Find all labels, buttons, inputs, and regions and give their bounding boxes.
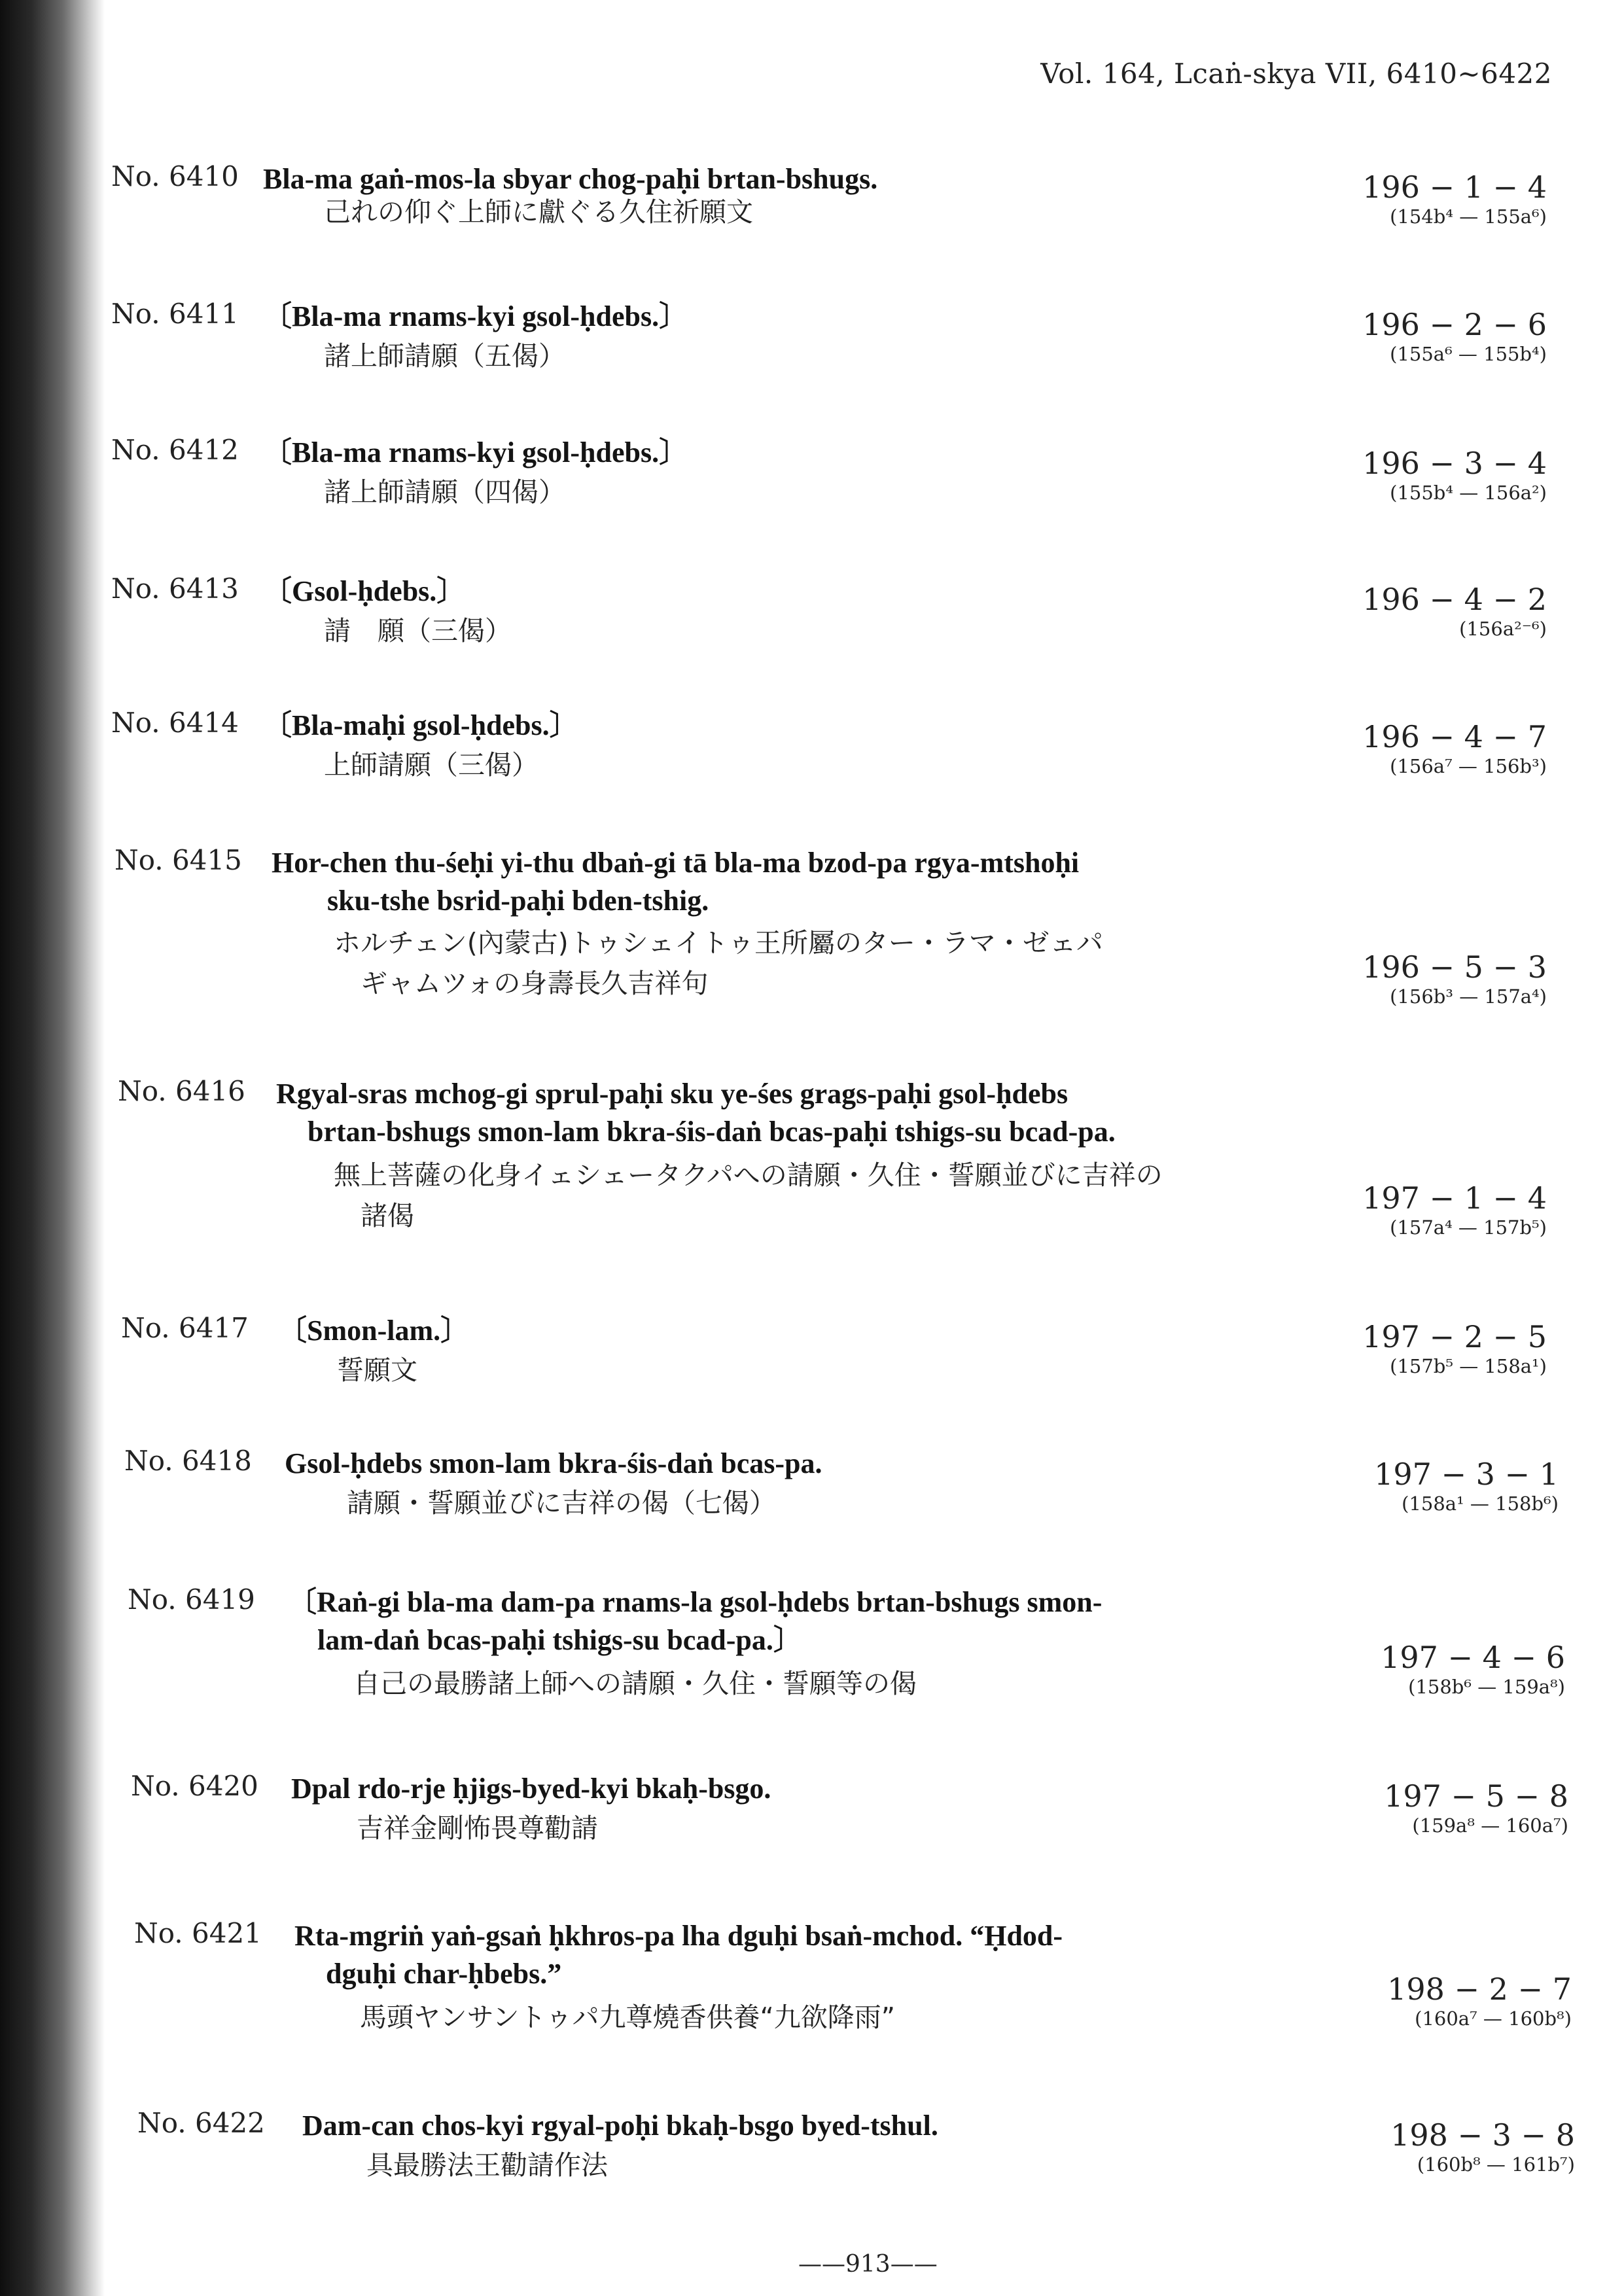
page-number: ——913—— <box>798 2251 938 2278</box>
japanese-line: 具最勝法王勸請作法 <box>366 2149 608 2181</box>
japanese-line: 諸偈 <box>334 1200 414 1231</box>
title-line: 〔Smon-lam.〕 <box>278 1315 470 1347</box>
volume-reference <box>1384 1778 1568 1837</box>
entry-title <box>302 2107 938 2145</box>
folio-range: (156a⁷ — 156b³) <box>1390 755 1547 777</box>
entry-number: No. 6417 <box>121 1312 249 1344</box>
japanese-line: 馬頭ヤンサントゥパ九尊燒香供養“九欲降雨” <box>360 2002 895 2033</box>
entry-japanese <box>324 472 565 512</box>
entry-title <box>263 573 465 610</box>
volume-reference <box>1362 306 1547 365</box>
japanese-line: 吉祥金剛怖畏尊勸請 <box>357 1812 598 1844</box>
book-spine-shadow <box>0 0 105 2296</box>
volume-reference <box>1362 718 1547 777</box>
title-line: Dam-can chos-kyi rgyal-poḥi bkaḥ-bsgo byed-tshul. <box>302 2110 938 2142</box>
volume-reference <box>1390 2117 1575 2176</box>
entry-japanese <box>324 192 753 232</box>
folio-range: (157b⁵ — 158a¹) <box>1390 1355 1547 1377</box>
folio-range: (157a⁴ — 157b⁵) <box>1390 1216 1547 1239</box>
entry-number: No. 6420 <box>131 1770 258 1802</box>
volume-reference <box>1362 445 1547 504</box>
entry-title <box>278 1312 469 1350</box>
folio-range: (159a⁸ — 160a⁷) <box>1412 1814 1568 1837</box>
entry-number: No. 6416 <box>118 1075 245 1107</box>
japanese-line: 無上菩薩の化身イェシェータクパへの請願・久住・誓願並びに吉祥の <box>334 1159 1163 1191</box>
japanese-line: 上師請願（三偈） <box>324 749 538 781</box>
volume-number: 196 − 1 − 4 <box>1362 169 1547 205</box>
title-line: dguḥi char-ḥbebs.” <box>326 1958 562 1990</box>
title-line: 〔Gsol-ḥdebs.〕 <box>263 575 466 607</box>
entry-title <box>294 1917 1063 1993</box>
page-header: Vol. 164, Lcaṅ-skya VII, 6410∼6422 <box>1040 58 1552 90</box>
volume-reference <box>1387 1971 1572 2030</box>
title-line: 〔Bla-ma rnams-kyi gsol-ḥdebs.〕 <box>263 300 688 332</box>
folio-range: (155a⁶ — 155b⁴) <box>1390 343 1547 365</box>
volume-number: 197 − 4 − 6 <box>1381 1640 1565 1675</box>
entry-number: No. 6410 <box>111 160 239 192</box>
volume-number: 196 − 5 − 3 <box>1362 949 1547 985</box>
title-line: Dpal rdo-rje ḥjigs-byed-kyi bkaḥ-bsgo. <box>291 1773 771 1805</box>
entry-japanese <box>337 1350 417 1390</box>
volume-number: 198 − 3 − 8 <box>1390 2117 1575 2153</box>
title-line: 〔Bla-maḥi gsol-ḥdebs.〕 <box>263 709 578 741</box>
volume-number: 198 − 2 − 7 <box>1387 1971 1572 2007</box>
japanese-line: ギャムツォの身壽長久吉祥句 <box>334 968 709 999</box>
title-line: Bla-ma gaṅ-mos-la sbyar chog-paḥi brtan-bshugs. <box>263 163 878 195</box>
title-line: sku-tshe bsrid-paḥi bden-tshig. <box>327 885 709 917</box>
entry-title <box>263 434 688 472</box>
volume-reference <box>1374 1456 1559 1515</box>
volume-number: 196 − 4 − 7 <box>1362 719 1547 754</box>
title-line: brtan-bshugs smon-lam bkra-śis-daṅ bcas-paḥi tshigs-su bcad-pa. <box>308 1116 1116 1148</box>
entry-number: No. 6422 <box>137 2107 265 2139</box>
entry-japanese <box>353 1663 917 1704</box>
entry-japanese <box>334 923 1103 1004</box>
folio-range: (156a²⁻⁶) <box>1459 618 1547 640</box>
volume-reference <box>1381 1639 1565 1698</box>
folio-range: (158b⁶ — 159a⁸) <box>1408 1676 1565 1698</box>
entry-japanese <box>360 1997 895 2038</box>
volume-reference <box>1362 1318 1547 1377</box>
entry-title <box>276 1075 1116 1151</box>
volume-reference <box>1362 169 1547 228</box>
volume-reference <box>1362 581 1547 640</box>
volume-reference <box>1362 1180 1547 1239</box>
title-line: Rta-mgriṅ yaṅ-gsaṅ ḥkhros-pa lha dguḥi bsaṅ-mchod. “Ḥdod- <box>294 1920 1063 1952</box>
entry-title <box>288 1583 1102 1659</box>
japanese-line: 自己の最勝諸上師への請願・久住・誓願等の偈 <box>353 1668 917 1699</box>
entry-number: No. 6419 <box>128 1583 255 1616</box>
japanese-line: 己れの仰ぐ上師に獻ぐる久住祈願文 <box>324 196 753 228</box>
entry-japanese <box>324 745 538 785</box>
title-line: 〔Raṅ-gi bla-ma dam-pa rnams-la gsol-ḥdebs brtan-bshugs smon- <box>288 1586 1103 1618</box>
title-line: lam-daṅ bcas-paḥi tshigs-su bcad-pa.〕 <box>317 1624 802 1656</box>
japanese-line: ホルチェン(內蒙古)トゥシェイトゥ王所屬のター・ラマ・ゼェパ <box>334 927 1103 959</box>
entry-number: No. 6421 <box>134 1917 262 1949</box>
entry-number: No. 6415 <box>115 844 242 876</box>
folio-range: (160a⁷ — 160b⁸) <box>1415 2007 1572 2030</box>
entry-title <box>272 844 1079 920</box>
japanese-line: 諸上師請願（五偈） <box>324 340 565 372</box>
japanese-line: 誓願文 <box>337 1354 417 1386</box>
entry-number: No. 6411 <box>111 298 239 330</box>
entry-japanese <box>357 1808 598 1848</box>
entry-japanese <box>324 336 565 376</box>
folio-range: (154b⁴ — 155a⁶) <box>1390 205 1547 228</box>
entry-title <box>263 298 688 336</box>
volume-number: 197 − 3 − 1 <box>1374 1457 1559 1492</box>
title-line: Gsol-ḥdebs smon-lam bkra-śis-daṅ bcas-pa. <box>285 1447 822 1479</box>
folio-range: (160b⁸ — 161b⁷) <box>1417 2153 1575 2176</box>
entry-number: No. 6412 <box>111 434 239 466</box>
entry-japanese <box>334 1155 1163 1236</box>
folio-range: (156b³ — 157a⁴) <box>1390 985 1547 1008</box>
title-line: 〔Bla-ma rnams-kyi gsol-ḥdebs.〕 <box>263 436 688 468</box>
volume-number: 196 − 3 − 4 <box>1362 446 1547 481</box>
title-line: Hor-chen thu-śeḥi yi-thu dbaṅ-gi tā bla-ma bzod-pa rgya-mtshoḥi <box>272 847 1080 879</box>
volume-number: 197 − 5 − 8 <box>1384 1778 1568 1814</box>
entry-japanese <box>347 1483 776 1523</box>
japanese-line: 請願・誓願並びに吉祥の偈（七偈） <box>347 1487 776 1519</box>
entry-japanese <box>324 610 512 651</box>
entry-title <box>263 707 578 745</box>
entry-number: No. 6418 <box>124 1445 252 1477</box>
folio-range: (158a¹ — 158b⁶) <box>1402 1492 1559 1515</box>
volume-number: 197 − 1 − 4 <box>1362 1180 1547 1216</box>
folio-range: (155b⁴ — 156a²) <box>1390 482 1547 504</box>
japanese-line: 請 願（三偈） <box>324 615 512 646</box>
volume-number: 197 − 2 − 5 <box>1362 1319 1547 1354</box>
entry-title <box>291 1770 771 1808</box>
volume-number: 196 − 4 − 2 <box>1362 582 1547 617</box>
entry-number: No. 6414 <box>111 707 239 739</box>
volume-number: 196 − 2 − 6 <box>1362 307 1547 342</box>
entry-title <box>285 1445 822 1483</box>
volume-reference <box>1362 949 1547 1008</box>
title-line: Rgyal-sras mchog-gi sprul-paḥi sku ye-śes grags-paḥi gsol-ḥdebs <box>276 1078 1068 1110</box>
entry-number: No. 6413 <box>111 573 239 605</box>
entry-japanese <box>366 2145 608 2185</box>
japanese-line: 諸上師請願（四偈） <box>324 476 565 508</box>
